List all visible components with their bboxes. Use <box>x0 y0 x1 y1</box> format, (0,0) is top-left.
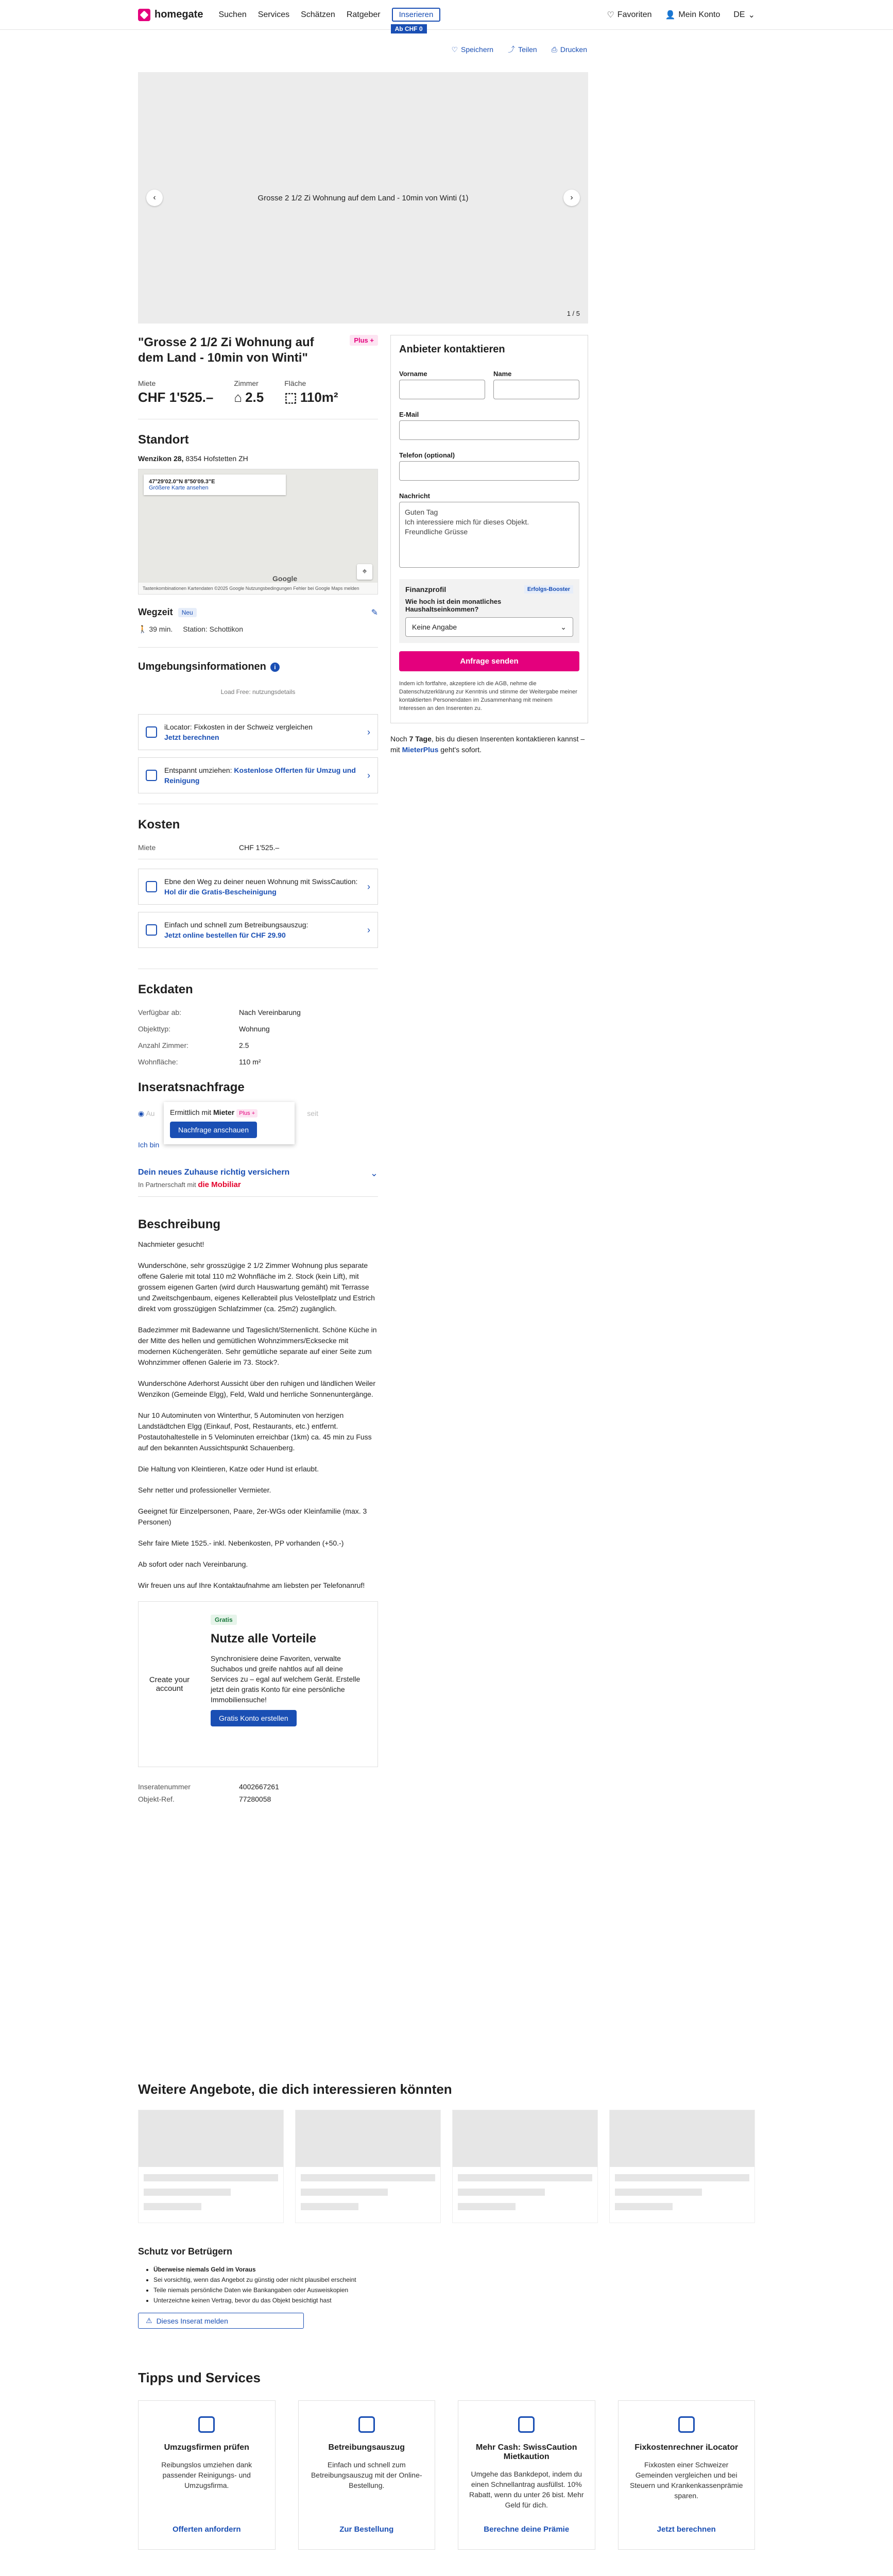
kosten-miete-label: Miete <box>138 843 156 852</box>
user-icon: 👤 <box>665 10 676 20</box>
contact-heading: Anbieter kontaktieren <box>399 344 505 355</box>
promo-text: Entspannt umziehen: <box>164 766 232 774</box>
key-facts <box>138 379 378 405</box>
area-value: 110m² <box>300 389 338 405</box>
nav-suchen[interactable]: Suchen <box>218 10 247 19</box>
eckdaten-value: 2.5 <box>239 1041 249 1049</box>
promo-swisscaution[interactable] <box>138 869 378 905</box>
firstname-input[interactable] <box>399 380 485 399</box>
chevron-right-icon: › <box>367 882 370 892</box>
meta-value: 4002667261 <box>239 1783 279 1791</box>
message-textarea[interactable]: Guten Tag Ich interessiere mich für dieses Objekt. Freundliche Grüsse <box>399 502 579 568</box>
tip-title: Betreibungsauszug <box>328 2443 405 2452</box>
legal-text: Indem ich fortfahre, akzeptiere ich die AGB, nehme die Datenschutzerklärung zur Kenntnis und stimme der Weitergabe meiner kontaktierten Personendaten im Zusammenhang mit meinem Interessen an den Inserenten zu. <box>399 681 577 711</box>
chevron-down-icon: ⌄ <box>560 622 566 631</box>
tips-services <box>138 2370 755 2550</box>
eckdaten-key: Anzahl Zimmer: <box>138 1041 189 1049</box>
listing-card-skeleton[interactable] <box>138 2110 284 2223</box>
wegzeit-time: 39 min. <box>149 625 173 633</box>
eckdaten-heading: Eckdaten <box>138 982 193 996</box>
share-button[interactable] <box>508 44 537 55</box>
printer-icon: ⎙ <box>551 45 557 54</box>
email-label: E-Mail <box>399 411 419 418</box>
account-teaser-text: Synchronisiere deine Favoriten, verwalte Suchabos und greife nahtlos auf all deine Services zu – egal auf welchem Gerät. Erstelle jetzt dein gratis Konto für eine persönliche Immobiliensuche! <box>211 1654 360 1704</box>
certificate-icon <box>358 2416 375 2433</box>
area-icon: ⬚ <box>284 389 297 405</box>
fraud-heading: Schutz vor Betrügern <box>138 2246 233 2257</box>
promo-text: Einfach und schnell zum Betreibungsauszug: <box>164 921 308 929</box>
main-nav <box>218 10 380 20</box>
listing-actions <box>0 30 893 55</box>
listing-card-skeleton[interactable] <box>609 2110 755 2223</box>
account-link[interactable] <box>665 10 720 20</box>
income-select-value: Keine Angabe <box>412 623 457 631</box>
eye-icon <box>146 770 157 781</box>
eckdaten-value: 110 m² <box>239 1058 261 1066</box>
tip-card[interactable] <box>298 2400 436 2550</box>
rooms-value: 2.5 <box>245 389 264 405</box>
lastname-input[interactable] <box>493 380 579 399</box>
mobiliar-title: Dein neues Zuhause richtig versichern <box>138 1168 290 1177</box>
note-text: , bis du diesen Inserenten kontaktieren kannst – mit <box>390 735 585 754</box>
promo-text: Ebne den Weg zu deiner neuen Wohnung mit SwissCaution: <box>164 877 358 886</box>
note-text: geht's sofort. <box>440 745 482 754</box>
note-days: 7 Tage <box>409 735 432 743</box>
description-paragraph: Die Haltung von Kleintieren, Katze oder Hund ist erlaubt. <box>138 1465 319 1473</box>
address-street: Wenzikon 28, <box>138 454 184 463</box>
firstname-label: Vorname <box>399 370 427 378</box>
nachfrage-button[interactable]: Nachfrage anschauen <box>170 1122 257 1138</box>
meta-key: Objekt-Ref. <box>138 1795 175 1803</box>
tip-card[interactable] <box>618 2400 755 2550</box>
inserieren-badge: Ab CHF 0 <box>391 24 427 33</box>
logo-text: homegate <box>154 9 203 20</box>
phone-label: Telefon (optional) <box>399 451 455 459</box>
similar-heading: Weitere Angebote, die dich interessieren könnten <box>138 2081 452 2097</box>
chevron-down-icon: ⌄ <box>748 10 755 20</box>
warning-icon: ⚠ <box>146 2316 152 2325</box>
contact-waiting-note <box>390 734 588 755</box>
eckdaten-row <box>138 1021 378 1037</box>
popover-plus-badge: Plus + <box>236 1109 257 1117</box>
shield-icon <box>518 2416 535 2433</box>
print-button[interactable] <box>552 44 587 55</box>
description-paragraph: Nachmieter gesucht! <box>138 1240 204 1248</box>
finanz-question: Wie hoch ist dein monatliches Haushaltseinkommen? <box>405 598 502 613</box>
wegzeit-title: Wegzeit <box>138 607 173 617</box>
mobiliar-logo: die Mobiliar <box>198 1180 241 1189</box>
heart-icon: ♡ <box>451 45 458 54</box>
description-paragraph: Wunderschöne Aderhorst Aussicht über den ruhigen und ländlichen Weiler Wenzikon (Gemeinde Elgg), Feld, Wald und herrliche Sonnenuntergänge. <box>138 1379 375 1398</box>
walk-icon: 🚶 <box>138 625 147 633</box>
finanz-badge: Erfolgs-Booster <box>524 585 573 594</box>
image-gallery[interactable] <box>138 72 588 324</box>
rooms-icon: ⌂ <box>234 389 243 405</box>
eckdaten-key: Verfügbar ab: <box>138 1008 182 1016</box>
send-request-button[interactable]: Anfrage senden <box>399 651 579 671</box>
info-icon[interactable]: i <box>270 663 280 672</box>
main-column <box>138 335 378 1805</box>
eckdaten-value: Wohnung <box>239 1025 270 1033</box>
description-paragraph: Geeignet für Einzelpersonen, Paare, 2er-WGs oder Kleinfamilie (max. 3 Personen) <box>138 1507 367 1526</box>
account-label: Mein Konto <box>678 10 720 19</box>
mobiliar-teaser[interactable] <box>138 1168 378 1197</box>
description-paragraph: Sehr netter und professioneller Vermieter. <box>138 1486 271 1494</box>
tip-link[interactable]: Offerten anfordern <box>172 2525 241 2534</box>
document-icon <box>146 881 157 892</box>
account-teaser-illustration: Create your account <box>149 1675 190 1693</box>
tip-text: Fixkosten einer Schweizer Gemeinden vergleichen und bei Steuern und Krankenkassenprämie sparen. <box>630 2461 743 2500</box>
listing-card-skeleton[interactable] <box>295 2110 441 2223</box>
meta-value: 77280058 <box>239 1795 271 1803</box>
nav-schaetzen[interactable]: Schätzen <box>301 10 335 19</box>
heart-icon: ♡ <box>607 10 614 20</box>
create-account-button[interactable]: Gratis Konto erstellen <box>211 1710 297 1726</box>
listing-card-skeleton[interactable] <box>452 2110 598 2223</box>
favorites-link[interactable] <box>607 10 651 20</box>
save-label: Speichern <box>461 45 494 54</box>
lastname-label: Name <box>493 370 512 378</box>
nav-services[interactable]: Services <box>257 10 290 19</box>
chevron-right-icon: › <box>570 193 573 202</box>
map-icon <box>678 2416 695 2433</box>
map-footer: Tastenkombinationen Kartendaten ©2025 Google Nutzungsbedingungen Fehler bei Google Maps melden <box>139 583 377 594</box>
umgebung-loading: Load Free: nutzungsdetails <box>220 688 296 696</box>
contact-form <box>390 335 588 723</box>
description-paragraph: Badezimmer mit Badewanne und Tageslicht/Sternenlicht. Schöne Küche in der Mitte des hellen und gemütlichen Wohnzimmers/Ecksecke mit modernen Küchengeräten. Sehr gemütliche separate auf einer Seite zum Wohnzimmer offenen Galerie im 73. Stock?. <box>138 1326 377 1366</box>
address-city: 8354 Hofstetten ZH <box>185 454 248 463</box>
listing-title: "Grosse 2 1/2 Zi Wohnung auf dem Land - 10min von Winti" <box>138 335 314 365</box>
rooms-label: Zimmer <box>234 379 259 387</box>
finanz-title: Finanzprofil <box>405 585 447 594</box>
crosshair-icon: ⌖ <box>362 567 367 576</box>
phone-input[interactable] <box>399 461 579 481</box>
note-text: Noch <box>390 735 407 743</box>
tip-title: Umzugsfirmen prüfen <box>164 2443 249 2452</box>
description <box>138 1239 378 1591</box>
chevron-left-icon: ‹ <box>153 193 156 202</box>
save-button[interactable] <box>451 44 493 55</box>
mieterplus-link[interactable]: MieterPlus <box>402 745 439 754</box>
meta-key: Inseratenummer <box>138 1783 191 1791</box>
nachfrage-hidden-text: seit <box>307 1109 318 1117</box>
report-label: Dieses Inserat melden <box>156 2316 228 2325</box>
eckdaten-row <box>138 1004 378 1021</box>
kosten-heading: Kosten <box>138 818 180 832</box>
promo-link[interactable]: Jetzt berechnen <box>164 733 219 741</box>
rent-value: CHF 1'525.– <box>138 389 214 405</box>
area-label: Fläche <box>284 379 306 387</box>
map-fullscreen-button[interactable] <box>357 564 372 580</box>
description-paragraph: Wir freuen uns auf Ihre Kontaktaufnahme am liebsten per Telefonanruf! <box>138 1581 365 1589</box>
listing-meta <box>138 1781 378 1805</box>
beschreibung-heading: Beschreibung <box>138 1217 221 1231</box>
top-header <box>0 0 893 30</box>
promo-umzug[interactable] <box>138 757 378 793</box>
wegzeit-new-badge: Neu <box>178 608 197 617</box>
moving-box-icon <box>198 2416 215 2433</box>
eckdaten-key: Wohnfläche: <box>138 1058 178 1066</box>
tip-link[interactable]: Jetzt berechnen <box>657 2525 716 2534</box>
promo-ilocator[interactable] <box>138 714 378 750</box>
favorites-label: Favoriten <box>617 10 652 19</box>
tip-link[interactable]: Zur Bestellung <box>339 2525 394 2534</box>
tip-text: Einfach und schnell zum Betreibungsauszug mit der Online-Bestellung. <box>311 2461 422 2489</box>
map-info-card <box>144 474 286 495</box>
promo-link[interactable]: Hol dir die Gratis-Bescheinigung <box>164 888 277 896</box>
tip-text: Umgehe das Bankdepot, indem du einen Schnellantrag ausfüllst. 10% Rabatt, wenn du unter 26 bist. Mehr Geld für dich. <box>469 2470 584 2509</box>
contact-sidebar <box>390 335 588 755</box>
gallery-counter: 1 / 5 <box>566 310 580 317</box>
nachfrage-heading: Inseratsnachfrage <box>138 1080 245 1094</box>
gallery-next-button[interactable] <box>563 190 580 206</box>
inserieren-label: Inserieren <box>399 10 434 19</box>
fraud-tip: • Teile niemals persönliche Daten wie Bankangaben oder Ausweiskopien <box>153 2285 755 2295</box>
document-icon <box>146 924 157 936</box>
description-paragraph: Sehr faire Miete 1525.- inkl. Nebenkosten, PP vorhanden (+50.-) <box>138 1539 344 1547</box>
fraud-tip: • Sei vorsichtig, wenn das Angebot zu günstig oder nicht plausibel erscheint <box>153 2275 755 2285</box>
address <box>138 454 378 463</box>
google-logo: Google <box>272 574 298 583</box>
similar-listings <box>138 2081 755 2223</box>
eckdaten-list <box>138 1004 378 1070</box>
finanzprofil-box <box>399 579 579 643</box>
plus-badge[interactable]: Plus + <box>350 335 378 346</box>
language-switch[interactable] <box>733 10 755 20</box>
eckdaten-row <box>138 1054 378 1070</box>
description-paragraph: Nur 10 Autominuten von Winterthur, 5 Autominuten von herzigen Landstädtchen Elgg (Einkauf, Post, Restaurants, etc.) entfernt. Postautohaltestelle in 5 Velominuten erreichbar (1km) ca. 45 min zu Fuss auf den bekannten Aussichtspunkt Schauenberg. <box>138 1411 372 1452</box>
eye-icon: ◉ <box>138 1109 145 1117</box>
nachfrage-hidden-line: Ich bin <box>138 1141 160 1149</box>
gallery-prev-button[interactable] <box>146 190 163 206</box>
tip-title: Fixkostenrechner iLocator <box>634 2443 739 2452</box>
language-label: DE <box>733 10 745 19</box>
email-input[interactable] <box>399 420 579 440</box>
popover-text: Ermittlich mit <box>170 1108 212 1116</box>
gratis-badge: Gratis <box>211 1615 237 1625</box>
account-teaser-title: Nutze alle Vorteile <box>211 1632 316 1646</box>
share-icon: ⤴ <box>508 45 516 54</box>
tip-card[interactable] <box>458 2400 595 2550</box>
location-map[interactable] <box>138 469 378 595</box>
location-icon <box>146 726 157 738</box>
eckdaten-value: Nach Vereinbarung <box>239 1008 301 1016</box>
homegate-logo-icon <box>138 9 150 21</box>
promo-link[interactable]: Kostenlose Offerten für Umzug und Reinigung <box>164 766 356 785</box>
gallery-caption: Grosse 2 1/2 Zi Wohnung auf dem Land - 10min von Winti (1) <box>257 193 469 202</box>
chevron-right-icon: › <box>367 727 370 737</box>
inserieren-button[interactable] <box>392 8 441 32</box>
promo-text: iLocator: Fixkosten in der Schweiz vergleichen <box>164 723 313 731</box>
account-teaser <box>138 1601 378 1767</box>
wegzeit-station: Station: Schottikon <box>183 625 243 633</box>
fraud-tip: • Überweise niemals Geld im Voraus <box>153 2264 755 2275</box>
map-coordinates: 47°29'02.0"N 8°50'09.3"E <box>149 479 215 485</box>
tip-link[interactable]: Berechne deine Prämie <box>484 2525 570 2534</box>
message-label: Nachricht <box>399 492 430 500</box>
nav-ratgeber[interactable]: Ratgeber <box>346 10 381 19</box>
fraud-tip: • Unterzeichne keinen Vertrag, bevor du das Objekt besichtigt hast <box>153 2295 755 2306</box>
chevron-down-icon[interactable]: ⌄ <box>370 1168 378 1178</box>
nachfrage-box <box>138 1102 378 1168</box>
nachfrage-hidden-text: Au <box>146 1109 155 1117</box>
standort-heading: Standort <box>138 433 189 447</box>
tip-title: Mehr Cash: SwissCaution Mietkaution <box>476 2443 577 2461</box>
umgebung-heading: Umgebungsinformationen <box>138 661 266 672</box>
mobiliar-sub: In Partnerschaft mit <box>138 1181 196 1189</box>
description-paragraph: Ab sofort oder nach Vereinbarung. <box>138 1560 248 1568</box>
nachfrage-popover <box>164 1102 295 1144</box>
chevron-right-icon: › <box>367 770 370 781</box>
kosten-miete-value: CHF 1'525.– <box>239 843 280 852</box>
income-select[interactable] <box>405 617 573 637</box>
tip-card[interactable] <box>138 2400 276 2550</box>
fraud-protection <box>138 2246 755 2329</box>
tip-text: Reibungslos umziehen dank passender Reinigungs- und Umzugsfirma. <box>161 2461 252 2489</box>
homegate-logo[interactable] <box>138 9 203 21</box>
larger-map-link[interactable]: Größere Karte ansehen <box>149 485 209 491</box>
promo-betreibung[interactable] <box>138 912 378 948</box>
share-label: Teilen <box>518 45 537 54</box>
eckdaten-row <box>138 1037 378 1054</box>
promo-link[interactable]: Jetzt online bestellen für CHF 29.90 <box>164 931 286 939</box>
popover-brand: Mieter <box>213 1108 235 1116</box>
description-paragraph: Wunderschöne, sehr grosszügige 2 1/2 Zimmer Wohnung plus separate offene Galerie mit total 110 m2 Wohnfläche im 2. Stock (kein Lift), mit grossem eigenen Garten (wird durch Hauswartung gemäht) mit Terrasse und Zweitschgenbaum, eigenes Kellerabteil plus Velostellplatz und Estrich direkt vom grosszügigen Schlafzimmer (ca. 25m2) zugänglich. <box>138 1261 375 1313</box>
report-listing-button[interactable] <box>138 2313 304 2329</box>
pencil-icon[interactable]: ✎ <box>371 608 378 617</box>
rent-label: Miete <box>138 379 156 387</box>
chevron-right-icon: › <box>367 925 370 935</box>
tips-heading: Tipps und Services <box>138 2370 261 2385</box>
eckdaten-key: Objekttyp: <box>138 1025 171 1033</box>
print-label: Drucken <box>560 45 587 54</box>
